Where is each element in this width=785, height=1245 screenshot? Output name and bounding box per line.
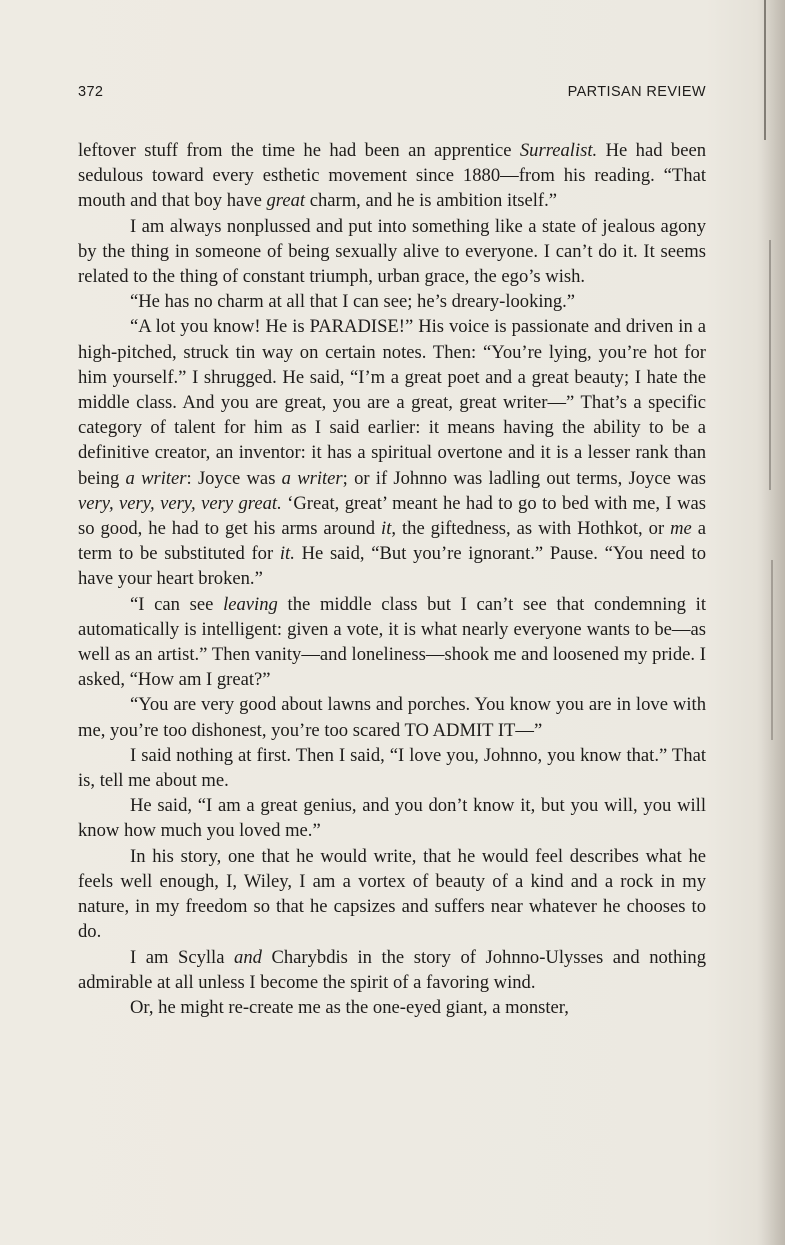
text-run: the middle class but I can’t see that condemning it automatically is intelligent: given a vote, it is what nearly everyone wants to be—as well as an artist.” Then vanity—and loneliness—shook me and loosened my pride. I asked, “How am I great?” xyxy=(78,593,706,691)
text-run: , the giftedness, as with Hothkot, or xyxy=(391,518,671,540)
text-run: ‘Great, great’ meant he had to go to bed with me, I was so good, he had to get his arms around xyxy=(78,492,706,540)
italic-run: Surrealist. xyxy=(519,140,598,161)
text-run: “A lot you know! He is PARADISE!” His voice is passionate and driven in a high-pitched, struck tin way on certain notes. Then: “You’re lying, you’re hot for him yourself.” I shrugged. He said, “I’m a great poet and a great beauty; I hate the middle class. And you are great, you are a great, great writer—” That’s a specific category of talent for him as I said earlier: it means having the ability to be a definitive creator, an inventor: it has a spiritual overtone and it is a lesser rank than being xyxy=(78,316,706,489)
text-run: : Joyce was xyxy=(186,467,282,489)
paragraph xyxy=(78,692,706,742)
text-run: He said, “I am a great genius, and you don’t know it, but you will, you will know how much you loved me.” xyxy=(78,795,706,842)
text-run: Or, he might re-create me as the one-eyed giant, a monster, xyxy=(130,996,569,1018)
italic-run: and xyxy=(234,946,262,968)
paragraph xyxy=(78,138,706,214)
paragraph xyxy=(78,314,706,591)
italic-run: it xyxy=(381,518,392,540)
italic-run: a writer xyxy=(125,467,187,489)
text-run: Charybdis in the story of Johnno-Ulysses and nothing admirable at all unless I become the spirit of a favoring wind. xyxy=(78,946,707,993)
text-run: He said, “But you’re ignorant.” Pause. “You need to have your heart broken.” xyxy=(78,543,706,590)
text-run: “He has no charm at all that I can see; he’s dreary-looking.” xyxy=(130,291,576,313)
text-run: In his story, one that he would write, that he would feel describes what he feels well enough, I, Wiley, I am a vortex of beauty of a kind and a rock in my nature, in my freedom so that he capsizes and suffers near whatever he chooses to do. xyxy=(78,845,706,943)
text-run: a term to be substituted for xyxy=(78,518,707,565)
paragraph xyxy=(78,995,706,1020)
journal-title: PARTISAN REVIEW xyxy=(567,84,706,100)
text-run: I am always nonplussed and put into something like a state of jealous agony by the thing in someone of being sexually alive to everyone. I can’t do it. It seems related to the thing of constant triumph, urban grace, the ego’s wish. xyxy=(78,215,706,288)
text-run: I am Scylla xyxy=(130,946,235,968)
paragraph xyxy=(78,844,706,945)
running-head xyxy=(78,84,706,104)
paragraph xyxy=(78,289,706,314)
text-run: “I can see xyxy=(130,593,224,615)
paragraph xyxy=(78,945,706,995)
text-run: I said nothing at first. Then I said, “I love you, Johnno, you know that.” That is, tell me about me. xyxy=(78,744,706,792)
paragraph xyxy=(78,592,706,693)
italic-run: a writer xyxy=(281,467,343,489)
page-edge-line xyxy=(771,560,773,740)
paragraph xyxy=(78,214,706,290)
text-run: leftover stuff from the time he had been an apprentice xyxy=(78,140,520,161)
paragraph xyxy=(78,793,706,843)
italic-run: very, very, very, very great. xyxy=(78,492,282,514)
text-run: “You are very good about lawns and porches. You know you are in love with me, you’re too dishonest, you’re too scared TO ADMIT IT—” xyxy=(78,694,706,741)
italic-run: great xyxy=(266,190,306,212)
italic-run: leaving xyxy=(223,593,278,615)
text-run: ; or if Johnno was ladling out terms, Joyce was xyxy=(342,467,707,489)
body-text xyxy=(78,138,706,1020)
text-run: charm, and he is ambition itself.” xyxy=(305,190,558,212)
text-run: He had been sedulous toward every esthetic movement since 1880—from his reading. “That mouth and that boy have xyxy=(78,140,706,212)
italic-run: it. xyxy=(279,543,295,565)
page-edge-line xyxy=(769,240,771,490)
page-edge-line xyxy=(764,0,766,140)
italic-run: me xyxy=(670,518,692,540)
page-number: 372 xyxy=(78,84,104,100)
paragraph xyxy=(78,743,706,793)
